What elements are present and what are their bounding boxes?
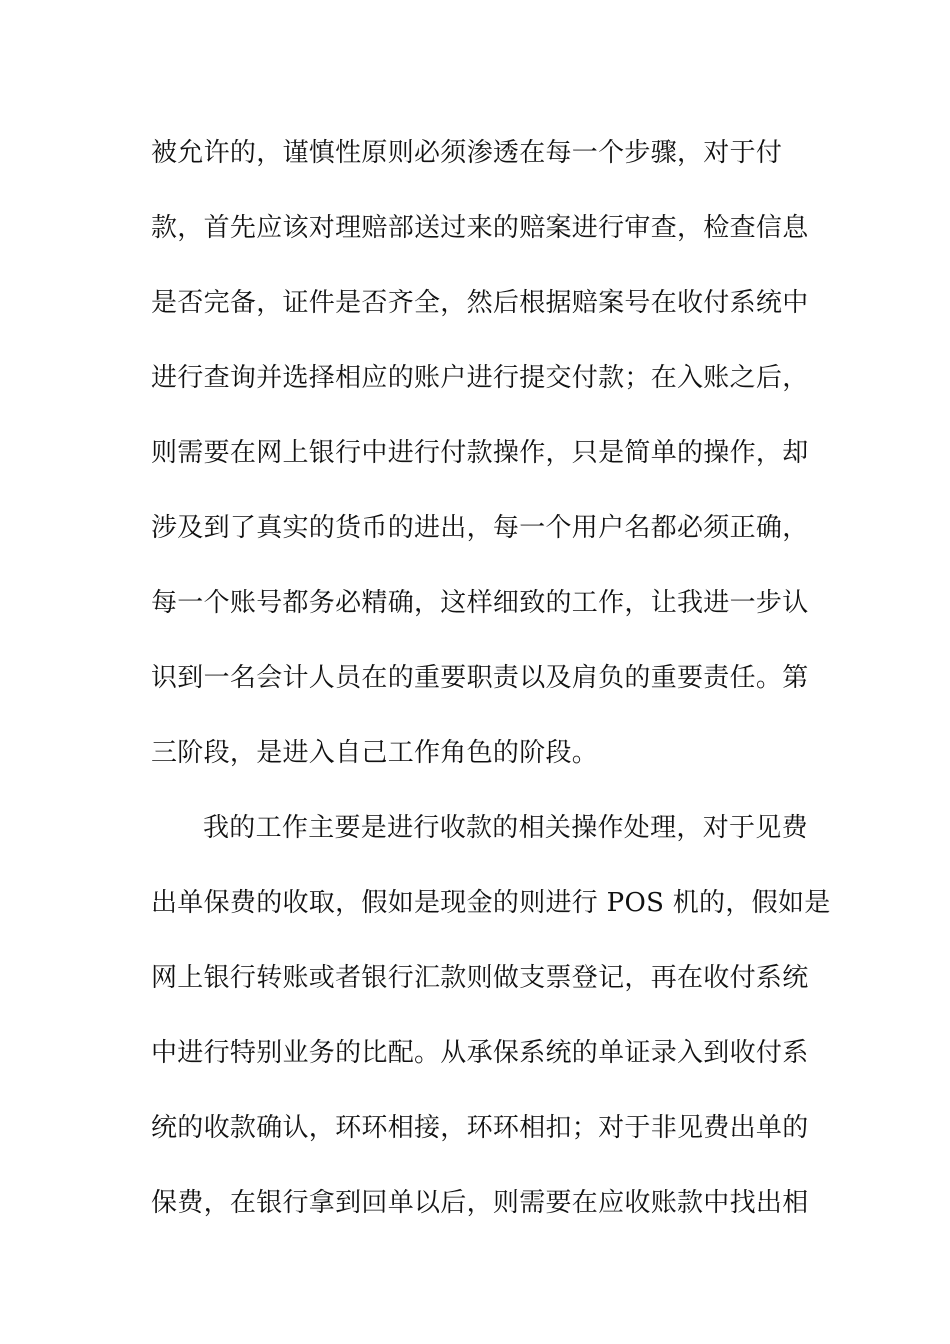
- text-line: 每一个账号都务必精确，这样细致的工作，让我进一步认: [151, 588, 809, 618]
- text-line: 则需要在网上银行中进行付款操作，只是简单的操作，却: [151, 438, 809, 468]
- text-line: 网上银行转账或者银行汇款则做支票登记，再在收付系统: [151, 963, 809, 993]
- text-line: 三阶段，是进入自己工作角色的阶段。: [151, 738, 599, 768]
- text-line: 中进行特别业务的比配。从承保系统的单证录入到收付系: [151, 1038, 809, 1068]
- text-line: 涉及到了真实的货币的进出，每一个用户名都必须正确，: [151, 513, 809, 543]
- text-line: 保费，在银行拿到回单以后，则需要在应收账款中找出相: [151, 1188, 809, 1218]
- body-text: [151, 128, 831, 1253]
- text-line: 进行查询并选择相应的账户进行提交付款；在入账之后，: [151, 363, 809, 393]
- text-line: 款，首先应该对理赔部送过来的赔案进行审查，检查信息: [151, 213, 809, 243]
- text-line: 出单保费的收取，假如是现金的则进行 POS 机的，假如是: [151, 888, 831, 918]
- text-line: 被允许的，谨慎性原则必须渗透在每一个步骤，对于付: [151, 138, 783, 168]
- text-line: 统的收款确认，环环相接，环环相扣；对于非见费出单的: [151, 1113, 809, 1143]
- text-line: 是否完备，证件是否齐全，然后根据赔案号在收付系统中: [151, 288, 809, 318]
- text-line: 识到一名会计人员在的重要职责以及肩负的重要责任。第: [151, 663, 809, 693]
- paragraph-start-line: 我的工作主要是进行收款的相关操作处理，对于见费: [203, 813, 808, 843]
